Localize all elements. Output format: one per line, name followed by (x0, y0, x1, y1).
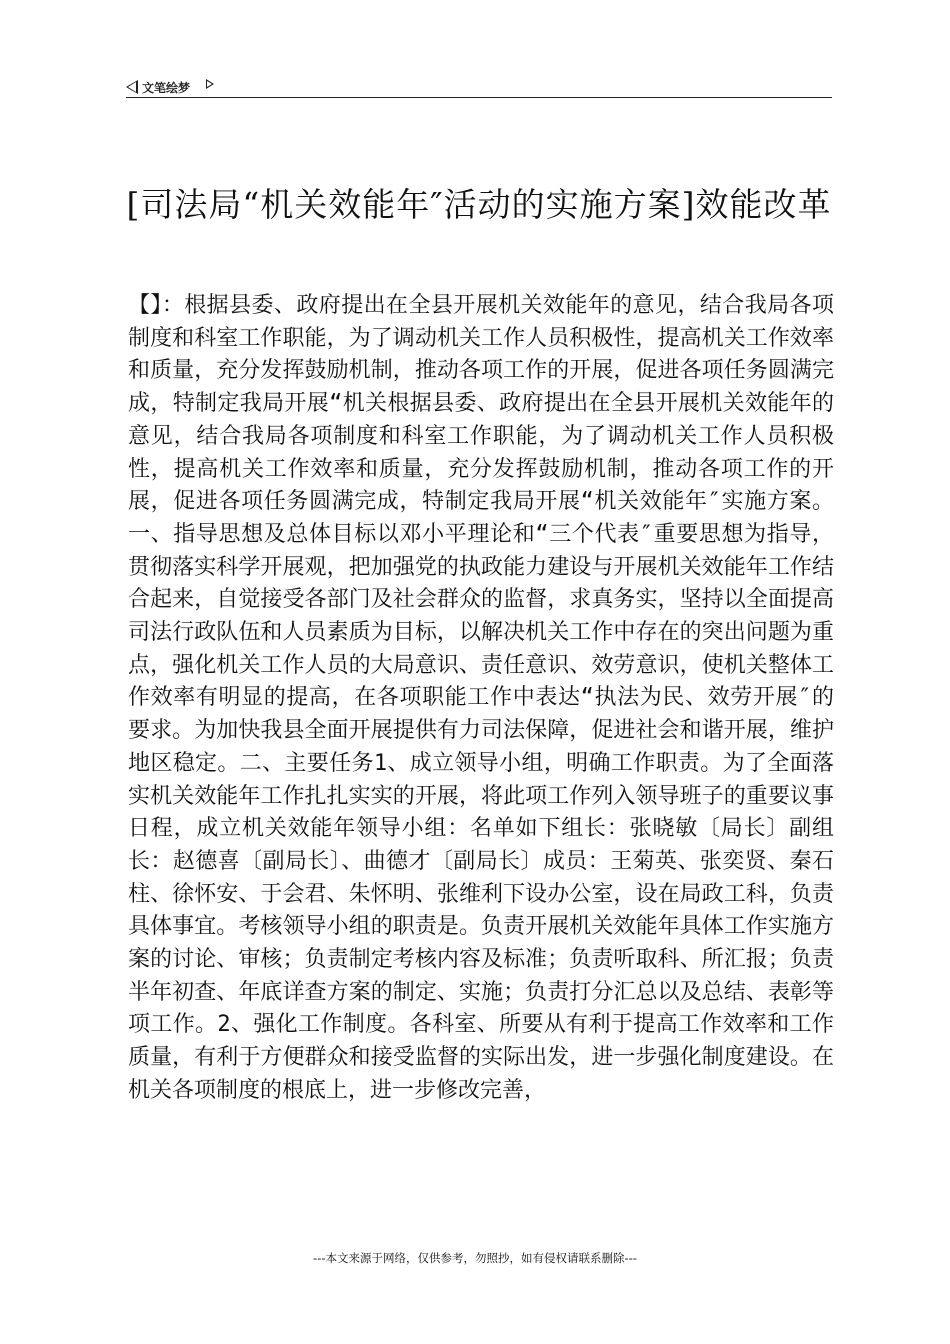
left-triangle-icon (126, 80, 138, 94)
document-title: [司法局“机关效能年″活动的实施方案]效能改革 (126, 185, 832, 224)
header-brand: 文笔绘梦 (142, 80, 191, 95)
page-footer: ---本文来源于网络，仅供参考，勿照抄，如有侵权请联系删除--- (313, 1251, 637, 1265)
right-triangle-icon (206, 79, 214, 89)
page-header (126, 76, 832, 98)
header-divider (126, 97, 832, 98)
document-body: 【】：根据县委、政府提出在全县开展机关效能年的意见，结合我局各项制度和科室工作职能，为了调动机关工作人员积极性，提高机关工作效率和质量，充分发挥鼓励机制，推动各项工作的开展，促进各项任务圆满完成，特制定我局开展“机关根据县委、政府提出在全县开展机关效能年的意见，结合我局各项制度和科室工作职能，为了调动机关工作人员积极性，提高机关工作效率和质量，充分发挥鼓励机制，推动各项工作的开展，促进各项任务圆满完成，特制定我局开展“机关效能年″实施方案。一、指导思想及总体目标以邓小平理论和“三个代表″重要思想为指导，贯彻落实科学开展观，把加强党的执政能力建设与开展机关效能年工作结合起来，自觉接受各部门及社会群众的监督，求真务实，坚持以全面提高司法行政队伍和人员素质为目标，以解决机关工作中存在的突出问题为重点，强化机关工作人员的大局意识、责任意识、效劳意识，使机关整体工作效率有明显的提高，在各项职能工作中表达“执法为民、效劳开展″的要求。为加快我县全面开展提供有力司法保障，促进社会和谐开展，维护地区稳定。二、主要任务1、成立领导小组，明确工作职责。为了全面落实机关效能年工作扎扎实实的开展，将此项工作列入领导班子的重要议事日程，成立机关效能年领导小组：名单如下组长：张晓敏〔局长〕副组长：赵德喜〔副局长〕、曲德才〔副局长〕成员：王菊英、张奕贤、秦石柱、徐怀安、于会君、朱怀明、张维利下设办公室，设在局政工科，负责具体事宜。考核领导小组的职责是。负责开展机关效能年具体工作实施方案的讨论、审核；负责制定考核内容及标准；负责听取科、所汇报；负责半年初查、年底详查方案的制定、实施；负责打分汇总以及总结、表彰等项工作。2、强化工作制度。各科室、所要从有利于提高工作效率和工作质量，有利于方便群众和接受监督的实际出发，进一步强化制度建设。在机关各项制度的根底上，进一步修改完善， (128, 293, 834, 1103)
